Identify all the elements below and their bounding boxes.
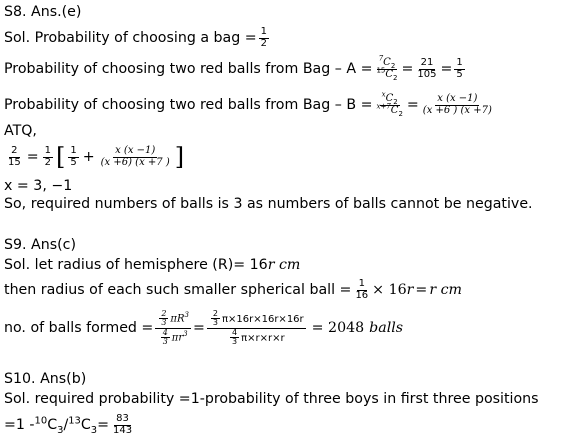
s8-bag-b-line <box>4 88 496 122</box>
expanded-term: π×r×r×r <box>241 332 285 344</box>
s8-bag-b-label: Probability of choosing two red balls from Bag – B = <box>4 97 373 113</box>
fraction-numerator: 4 <box>231 327 238 337</box>
fraction-denominator <box>374 66 399 82</box>
s10-solution: Sol. required probability =1-probability of three boys in first three positions <box>4 391 539 407</box>
s9-radius-var: r cm <box>267 257 301 273</box>
fraction-denominator: 3 <box>231 336 238 346</box>
s8-bag-a-simplified-fraction <box>454 58 464 80</box>
fraction-numerator <box>155 310 191 329</box>
combination-c: C <box>385 68 394 80</box>
s9-balls-label: no. of balls formed = <box>4 320 154 336</box>
combination-n: 13 <box>68 415 81 427</box>
fraction-numerator: 2 <box>161 308 167 318</box>
s9-heading: S9. Ans(c) <box>4 237 77 253</box>
s8-bag-prob-fraction <box>259 27 269 49</box>
fraction-denominator: 5 <box>70 156 77 168</box>
fraction-denominator: 105 <box>417 68 437 80</box>
s10-result-fraction <box>111 414 134 436</box>
s9-radius-line <box>4 255 300 275</box>
fraction-denominator: 3 <box>162 336 168 346</box>
combination-c: C <box>383 57 391 68</box>
fraction-numerator: 4 <box>162 327 168 337</box>
fraction-numerator <box>207 310 306 329</box>
fraction-numerator: 2 <box>212 308 218 318</box>
s8-bag-a-value-fraction <box>415 58 438 80</box>
combination-r: 2 <box>398 109 403 118</box>
combination-n: x <box>381 90 386 99</box>
s10-combination-2 <box>68 415 98 436</box>
equals-sign: = <box>97 417 109 433</box>
equals-sign: = <box>193 320 205 336</box>
fraction-denominator: (x +6) (x +7 ) <box>100 156 170 168</box>
combination-r: 2 <box>393 73 398 82</box>
equals-sign: = <box>406 97 419 113</box>
s8-eq-b-fraction <box>68 146 78 168</box>
coefficient-fraction <box>211 310 220 328</box>
combination-c: C <box>80 417 91 433</box>
s10-calc-prefix: =1 - <box>4 417 35 433</box>
exponent: 3 <box>184 310 189 319</box>
fraction-numerator: x (x −1) <box>115 145 156 156</box>
combination-r: 2 <box>393 98 398 106</box>
fraction-denominator: 2 <box>260 37 268 49</box>
combination-n: 7 <box>378 54 384 63</box>
fraction-numerator: 1 <box>358 278 365 289</box>
s8-conclusion: So, required numbers of balls is 3 as numbers of balls cannot be negative. <box>4 196 533 212</box>
fraction-denominator <box>226 329 287 347</box>
combination-r: 3 <box>90 424 98 436</box>
fraction-denominator: 143 <box>113 424 133 436</box>
combination-n: x+7 <box>376 102 391 111</box>
s9-small-fraction <box>353 279 370 301</box>
combination-c: C <box>385 93 394 104</box>
s9-small-result: r cm <box>429 282 463 298</box>
right-bracket-icon: ] <box>174 143 185 171</box>
equals-sign: = <box>415 282 428 298</box>
fraction-numerator: x (x −1) <box>437 93 478 104</box>
fraction-denominator: 15 <box>8 156 21 168</box>
exponent: 3 <box>183 329 188 338</box>
fraction-numerator: 2 <box>11 145 18 156</box>
s8-bag-b-combination-fraction <box>375 90 405 118</box>
s9-small-radius-line <box>4 275 462 305</box>
combination-n: 10 <box>34 415 48 427</box>
fraction-denominator <box>375 102 405 118</box>
s8-bag-probability-line <box>4 23 271 53</box>
fraction-numerator: 1 <box>456 57 463 68</box>
fraction-numerator: 83 <box>116 413 129 424</box>
plus-sign: + <box>82 149 95 165</box>
s9-expanded-fraction <box>207 310 306 347</box>
fraction-denominator: 5 <box>456 68 463 80</box>
combination-n: 15 <box>376 66 386 75</box>
combination-r: 3 <box>57 424 64 436</box>
fraction-denominator: 2 <box>44 156 51 168</box>
s9-small-times: × 16 <box>372 282 407 298</box>
combination-r: 2 <box>390 62 396 70</box>
equals-sign: = <box>440 61 453 77</box>
s8-bag-a-label: Probability of choosing two red balls from Bag – A = <box>4 61 373 77</box>
s8-bag-prob-label: Sol. Probability of choosing a bag = <box>4 30 257 46</box>
combination-c: C <box>47 417 58 433</box>
s8-eq-lhs-fraction <box>6 146 23 168</box>
s8-eq-c-fraction <box>99 146 172 168</box>
combination-c: C <box>390 104 399 116</box>
coefficient-fraction <box>230 329 239 347</box>
fraction-denominator: 16 <box>355 289 369 301</box>
coefficient-fraction <box>159 310 168 328</box>
fraction-denominator <box>157 329 190 347</box>
fraction-denominator: (x +6 ) (x +7) <box>422 104 492 116</box>
volume-term: πr <box>171 331 184 343</box>
fraction-numerator: 1 <box>260 26 268 37</box>
s8-bag-a-line <box>4 52 467 86</box>
s8-heading: S8. Ans.(e) <box>4 4 82 20</box>
s8-eq-half-fraction <box>43 146 53 168</box>
s10-calc-line <box>4 408 136 442</box>
s8-bag-b-value-fraction <box>421 94 494 116</box>
volume-term: πR <box>170 313 185 325</box>
s9-result: = 2048 <box>311 320 365 336</box>
left-bracket-icon: [ <box>56 143 66 171</box>
expanded-term: π×16r×16r×16r <box>221 313 304 325</box>
fraction-denominator: 3 <box>161 318 167 328</box>
s8-atq: ATQ, <box>4 123 37 139</box>
coefficient-fraction <box>161 329 170 347</box>
s8-bag-a-combination-fraction <box>374 54 399 82</box>
s9-balls-line <box>4 307 403 349</box>
fraction-numerator: 21 <box>420 57 434 68</box>
s8-equation-line <box>4 140 185 174</box>
s9-result-unit: balls <box>369 320 404 336</box>
s10-heading: S10. Ans(b) <box>4 371 87 387</box>
fraction-numerator: 1 <box>44 145 51 156</box>
equals-sign: = <box>401 61 414 77</box>
s9-small-var: r <box>406 282 414 298</box>
s9-small-label: then radius of each such smaller spherical ball = <box>4 282 352 298</box>
s10-slash: / <box>63 417 69 433</box>
s9-volume-fraction <box>155 310 191 347</box>
s8-roots: x = 3, −1 <box>4 178 73 194</box>
s9-radius-label: Sol. let radius of hemisphere (R)= 16 <box>4 257 268 273</box>
fraction-numerator: 1 <box>70 145 77 156</box>
s10-combination-1 <box>34 415 64 436</box>
equals-sign: = <box>26 149 39 165</box>
fraction-denominator: 3 <box>212 318 218 328</box>
